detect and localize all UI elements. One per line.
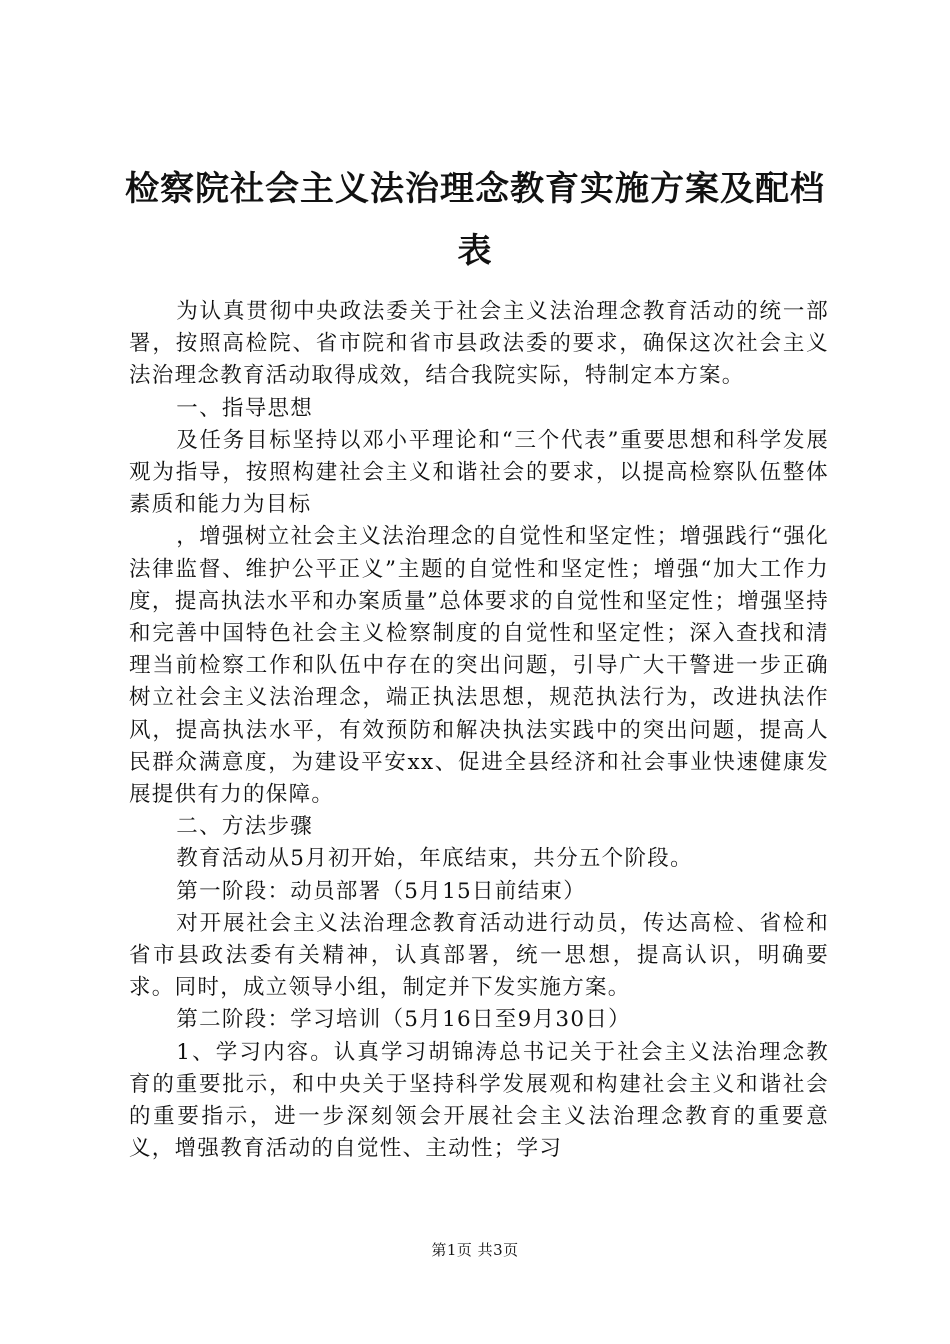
paragraph-study-content: 1、学习内容。认真学习胡锦涛总书记关于社会主义法治理念教育的重要批示，和中央关于坚持科学发展观和构建社会主义和谐社会的重要指示，进一步深刻领会开展社会主义法治理念教育的重要意义，增强教育活动的自觉性、主动性；学习 — [129, 1039, 829, 1162]
document-body — [129, 296, 829, 1165]
paragraph-schedule: 教育活动从5月初开始，年底结束，共分五个阶段。 — [176, 846, 693, 872]
heading-stage-two: 第二阶段：学习培训（5月16日至9月30日） — [176, 1007, 631, 1033]
heading-guiding-ideology: 一、指导思想 — [176, 395, 314, 421]
heading-method-steps: 二、方法步骤 — [176, 814, 314, 840]
page-number: 第1页 共3页 — [431, 1241, 519, 1259]
paragraph-goals: ，增强树立社会主义法治理念的自觉性和坚定性；增强践行“强化法律监督、维护公平正义”主题的自觉性和坚定性；增强“加大工作力度，提高执法水平和办案质量”总体要求的自觉性和坚定性；增强坚持和完善中国特色社会主义检察制度的自觉性和坚定性；深入查找和清理当前检察工作和队伍中存在的突出问题，引导广大干警进一步正确树立社会主义法治理念，端正执法思想，规范执法行为，改进执法作风，提高执法水平，有效预防和解决执法实践中的突出问题，提高人民群众满意度，为建设平安xx、促进全县经济和社会事业快速健康发展提供有力的保障。 — [129, 524, 829, 808]
document-title: 检察院社会主义法治理念教育实施方案及配档表 — [125, 169, 825, 271]
paragraph-guiding-ideology: 及任务目标坚持以邓小平理论和“三个代表”重要思想和科学发展观为指导，按照构建社会主义和谐社会的要求，以提高检察队伍整体素质和能力为目标 — [129, 427, 829, 518]
paragraph-intro: 为认真贯彻中央政法委关于社会主义法治理念教育活动的统一部署，按照高检院、省市院和省市县政法委的要求，确保这次社会主义法治理念教育活动取得成效，结合我院实际，特制定本方案。 — [129, 299, 829, 389]
paragraph-stage-one: 对开展社会主义法治理念教育活动进行动员，传达高检、省检和省市县政法委有关精神，认真部署，统一思想，提高认识，明确要求。同时，成立领导小组，制定并下发实施方案。 — [129, 910, 829, 1001]
heading-stage-one: 第一阶段：动员部署（5月15日前结束） — [176, 878, 587, 904]
